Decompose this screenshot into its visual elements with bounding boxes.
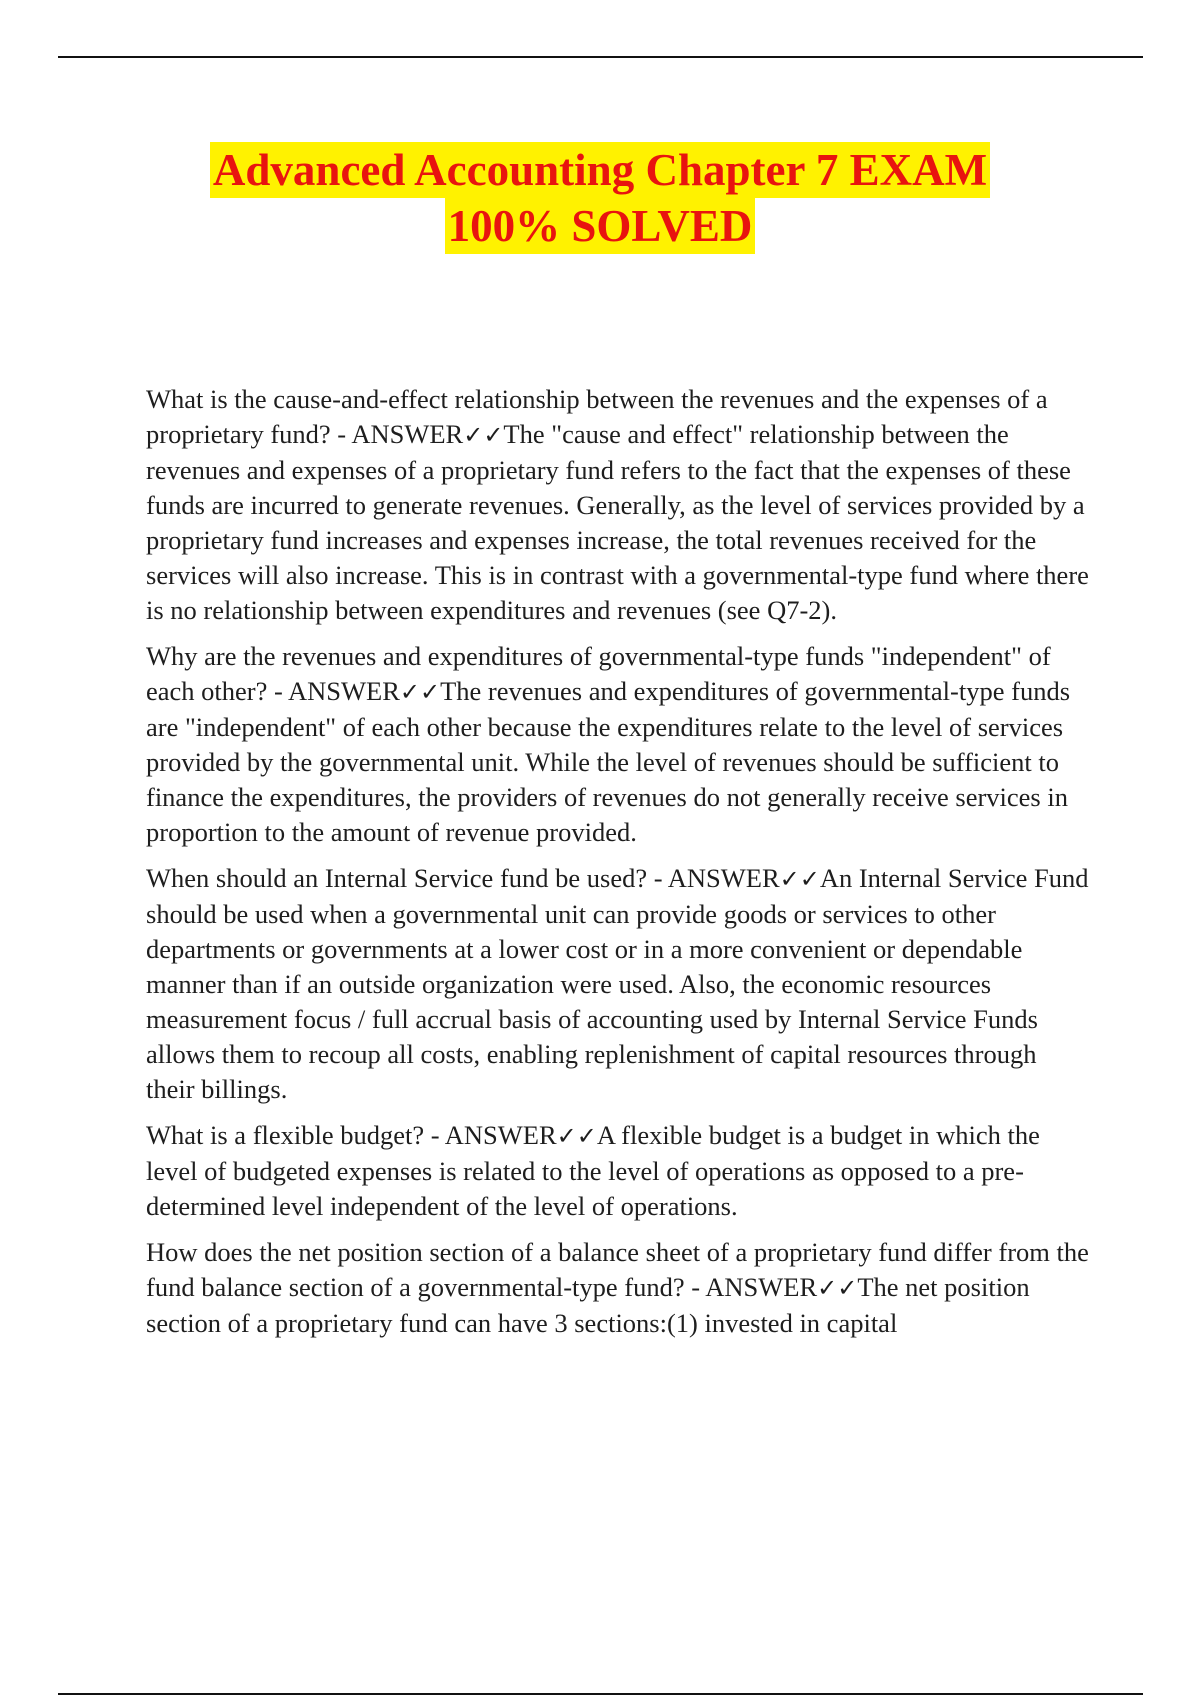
double-check-icon: ✓✓ — [779, 865, 820, 893]
answer-text: The revenues and expenditures of governmental-type funds are "independent" of each other because the expenditures relate to the level of services provided by the governmental unit. While the level of revenues should be sufficient to finance the expenditures, the providers of revenues do not generally receive services in proportion to the amount of revenue provided. — [146, 676, 1071, 847]
answer-marker: ANSWER — [444, 1120, 557, 1150]
question-text: How does the net position section of a balance sheet of a proprietary fund differ from the fund balance section of a governmental-type fund? - — [146, 1237, 1089, 1302]
title-line-2: 100% SOLVED — [445, 198, 756, 254]
answer-text: The "cause and effect" relationship between the revenues and expenses of a proprietary fund refers to the fact that the expenses of these funds are incurred to generate revenues. Generally, as the level of services provided by a proprietary fund increases and expenses increase, the total revenues received for the services will also increase. This is in contrast with a governmental-type fund where there is no relationship between expenditures and revenues (see Q7-2). — [146, 419, 1089, 625]
qa-item — [146, 382, 1091, 628]
answer-text: An Internal Service Fund should be used when a governmental unit can provide goods or services to other departments or governments at a lower cost or in a more convenient or dependable manner than if an outside organization were used. Also, the economic resources measurement focus / full accrual basis of accounting used by Internal Service Funds allows them to recoup all costs, enabling replenishment of capital resources through their billings. — [146, 863, 1089, 1104]
answer-text: A flexible budget is a budget in which the level of budgeted expenses is related to the level of operations as opposed to a pre-determined level independent of the level of operations. — [146, 1120, 1040, 1221]
bottom-rule — [58, 1693, 1143, 1695]
question-text: What is the cause-and-effect relationship between the revenues and the expenses of a proprietary fund? - — [146, 384, 1048, 449]
double-check-icon: ✓✓ — [463, 421, 504, 449]
qa-item — [146, 861, 1091, 1107]
double-check-icon: ✓✓ — [556, 1122, 597, 1150]
question-text: When should an Internal Service fund be used? - — [146, 863, 668, 893]
title-line-1: Advanced Accounting Chapter 7 EXAM — [210, 142, 990, 198]
qa-item — [146, 1235, 1091, 1341]
answer-text: The net position section of a proprietary fund can have 3 sections:(1) invested in capital — [146, 1272, 1030, 1338]
qa-list — [146, 382, 1091, 1352]
question-text: Why are the revenues and expenditures of governmental-type funds "independent" of each other? - — [146, 641, 1051, 706]
qa-item — [146, 1118, 1091, 1224]
qa-item — [146, 639, 1091, 850]
double-check-icon: ✓✓ — [817, 1274, 858, 1302]
answer-marker: ANSWER — [288, 676, 400, 706]
double-check-icon: ✓✓ — [399, 678, 441, 706]
question-text: What is a flexible budget? - — [146, 1120, 445, 1150]
answer-marker: ANSWER — [667, 863, 780, 893]
document-title — [0, 142, 1200, 254]
answer-marker: ANSWER — [351, 419, 464, 449]
answer-marker: ANSWER — [705, 1272, 818, 1302]
top-rule — [58, 56, 1143, 58]
